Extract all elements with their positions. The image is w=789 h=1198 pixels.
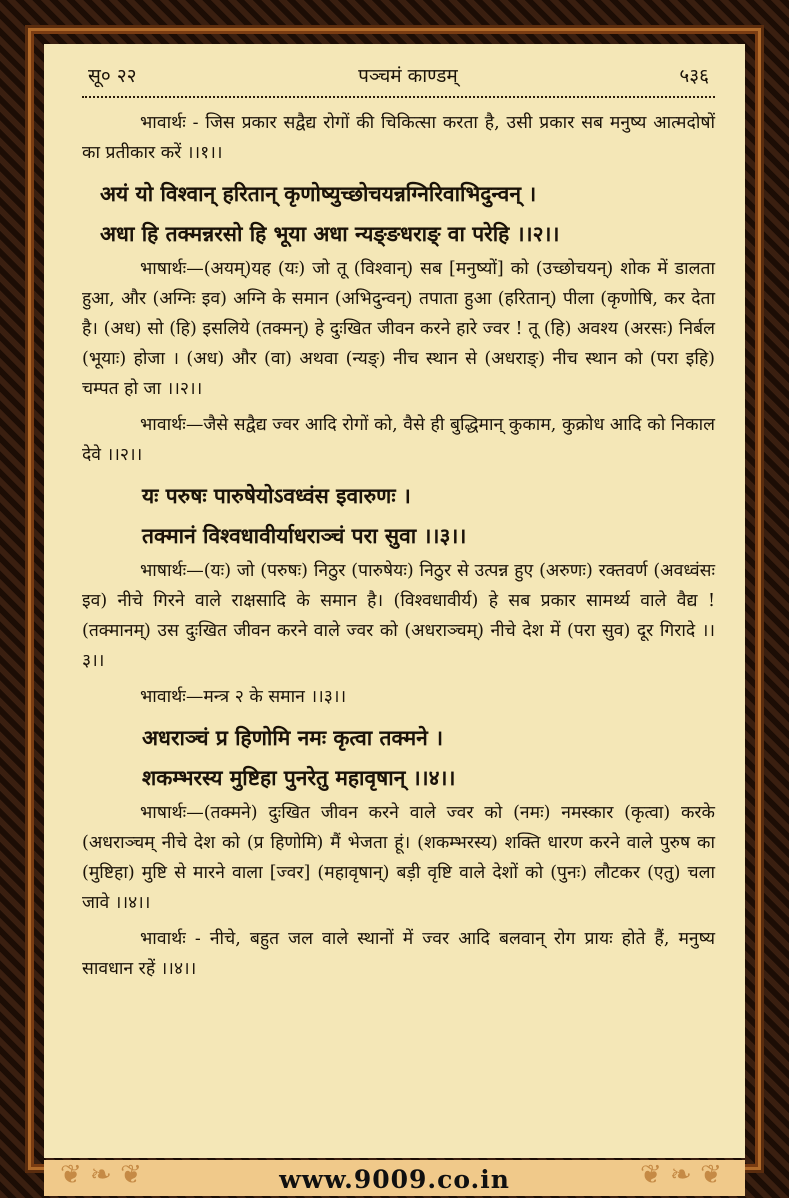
bhavarth-3: भावार्थः—मन्त्र २ के समान ।।३।। xyxy=(140,687,347,707)
bhashaarth-3: भाषार्थः—(यः) जो (परुषः) निठुर (पारुषेयः) निठुर से उत्पन्न हुए (अरुणः) रक्तवर्ण (अवध्वंसः इव) नीचे गिरने वाले राक्षसादि के समान है। (विश्वधावीर्य) हे सब प्रकार सामर्थ्य वाले वैद्य ! (तक्मानम्) उस दुःखित जीवन करने वाले ज्वर को (अधराञ्चम्) नीचे देश में (परा सुव) दूर गिरादे ।।३।। xyxy=(82,561,715,671)
verse-2-line-2: अधा हि तक्मन्नरसो हि भूया अधा न्यङ्ङधराङ् वा परेहि ।।२।। xyxy=(100,221,560,246)
bhavarth-2: भावार्थः—जैसे सद्वैद्य ज्वर आदि रोगों को, वैसे ही बुद्धिमान् कुकाम, कुक्रोध आदि को निकाल देवे ।।२।। xyxy=(82,415,715,465)
sukta-number: सू० २२ xyxy=(88,65,137,87)
scroll-ornament-right: ❦ ❧ ❦ xyxy=(640,1160,722,1190)
page-number: ५३६ xyxy=(679,65,709,87)
bhashaarth-2: भाषार्थः—(अयम्)यह (यः) जो तू (विश्वान्) सब [मनुष्यों] को (उच्छोचयन्) शोक में डालता हुआ, और (अग्निः इव) अग्नि के समान (अभिदुन्वन्) तपाता हुआ (हरितान्) पीला (कृणोषि, कर देता है। (अध) सो (हि) इसलिये (तक्मन्) हे दुःखित जीवन करने हारे ज्वर ! तू (हि) अवश्य (अरसः) निर्बल (भूयाः) होजा । (अध) और (वा) अथवा (न्यङ्) नीच स्थान से (अधराङ्) नीच स्थान को (परा इहि) चम्पत हो जा ।।२।। xyxy=(82,259,715,399)
kanda-title: पञ्चमं काण्डम् xyxy=(358,65,458,87)
scroll-ornament-left: ❦ ❧ ❦ xyxy=(60,1160,142,1190)
verse-2-line-1: अयं यो विश्वान् हरितान् कृणोष्युच्छोचयन्नग्निरिवाभिदुन्वन् । xyxy=(100,181,537,206)
website-url[interactable]: www.9009.co.in xyxy=(279,1165,510,1194)
verse-3-line-1: यः परुषः पारुषेयोऽवध्वंस इवारुणः । xyxy=(142,483,411,508)
page-header xyxy=(82,54,715,96)
verse-4-line-2: शकम्भरस्य मुष्टिहा पुनरेतु महावृषान् ।।४।। xyxy=(142,765,456,790)
bhashaarth-4: भाषार्थः—(तक्मने) दुःखित जीवन करने वाले ज्वर को (नमः) नमस्कार (कृत्वा) करके (अधराञ्चम् नीचे देश को (प्र हिणोमि) मैं भेजता हूं। (शकम्भरस्य) शक्ति धारण करने वाले पुरुष का (मुष्टिहा) मुष्टि से मारने वाला [ज्वर] (महावृषान्) बड़ी वृष्टि वाले देशों को (पुनः) लौटकर (एतु) चला जावे ।।४।। xyxy=(82,803,715,913)
verse-3-line-2: तक्मानं विश्वधावीर्याधराञ्चं परा सुवा ।।३।। xyxy=(142,523,467,548)
bhavarth-4: भावार्थः - नीचे, बहुत जल वाले स्थानों में ज्वर आदि बलवान् रोग प्रायः होते हैं, मनुष्य सावधान रहें ।।४।। xyxy=(82,929,715,979)
bhavarth-1: भावार्थः - जिस प्रकार सद्वैद्य रोगों की चिकित्सा करता है, उसी प्रकार सब मनुष्य आत्मदोषों का प्रतीकार करें ।।१।। xyxy=(82,113,715,163)
verse-4-line-1: अधराञ्चं प्र हिणोमि नमः कृत्वा तक्मने । xyxy=(142,725,444,750)
header-divider xyxy=(82,96,715,98)
scanned-page xyxy=(44,44,745,1158)
